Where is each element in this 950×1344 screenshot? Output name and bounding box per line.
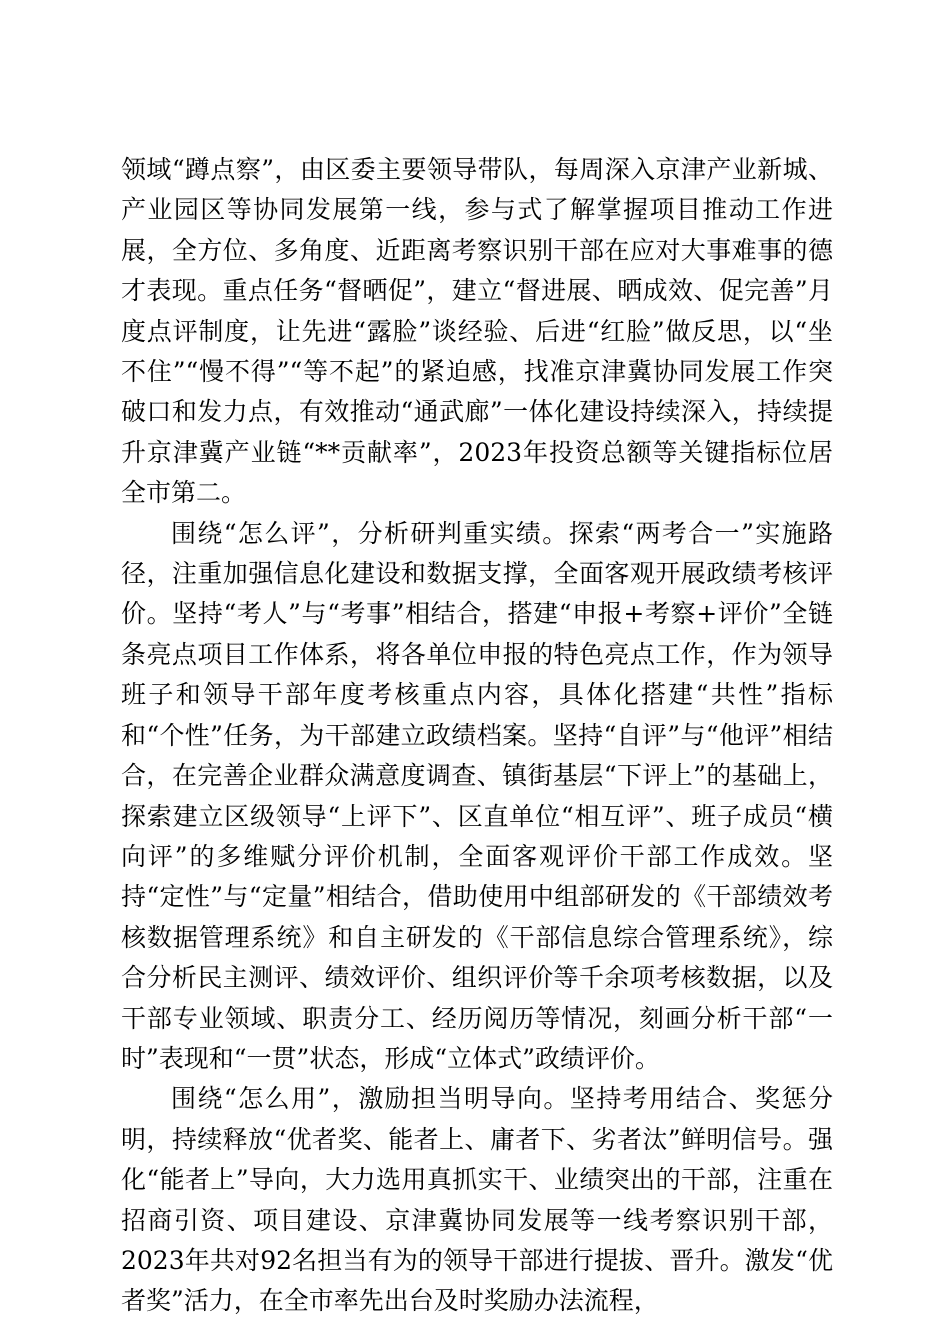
paragraph-how-to-use: 围绕“怎么用”，激励担当明导向。坚持考用结合、奖惩分明，持续释放“优者奖、能者上、庸者下、劣者汰”鲜明信号。强化“能者上”导向，大力选用真抓实干、业绩突出的干部，注重在招商引资、项目建设、京津冀协同发展等一线考察识别干部，2023年共对92名担当有为的领导干部进行提拔、晋升。激发“优者奖”活力，在全市率先出台及时奖励办法流程，: [121, 1084, 833, 1316]
paragraph-continued: 领域“蹲点察”，由区委主要领导带队，每周深入京津产业新城、产业园区等协同发展第一线，参与式了解掌握项目推动工作进展，全方位、多角度、近距离考察识别干部在应对大事难事的德才表现。重点任务“督晒促”，建立“督进展、晒成效、促完善”月度点评制度，让先进“露脸”谈经验、后进“红脸”做反思，以“坐不住”“慢不得”“等不起”的紧迫感，找准京津冀协同发展工作突破口和发力点，有效推动“通武廊”一体化建设持续深入，持续提升京津冀产业链“**贡献率”，2023年投资总额等关键指标位居全市第二。: [121, 155, 833, 508]
document-body: [121, 150, 833, 1322]
paragraph-how-to-evaluate: 围绕“怎么评”，分析研判重实绩。探索“两考合一”实施路径，注重加强信息化建设和数据支撑，全面客观开展政绩考核评价。坚持“考人”与“考事”相结合，搭建“申报+考察+评价”全链条亮点项目工作体系，将各单位申报的特色亮点工作，作为领导班子和领导干部年度考核重点内容，具体化搭建“共性”指标和“个性”任务，为干部建立政绩档案。坚持“自评”与“他评”相结合，在完善企业群众满意度调查、镇街基层“下评上”的基础上，探索建立区级领导“上评下”、区直单位“相互评”、班子成员“横向评”的多维赋分评价机制，全面客观评价干部工作成效。坚持“定性”与“定量”相结合，借助使用中组部研发的《干部绩效考核数据管理系统》和自主研发的《干部信息综合管理系统》，综合分析民主测评、绩效评价、组织评价等千余项考核数据，以及干部专业领域、职责分工、经历阅历等情况，刻画分析干部“一时”表现和“一贯”状态，形成“立体式”政绩评价。: [121, 518, 833, 1073]
